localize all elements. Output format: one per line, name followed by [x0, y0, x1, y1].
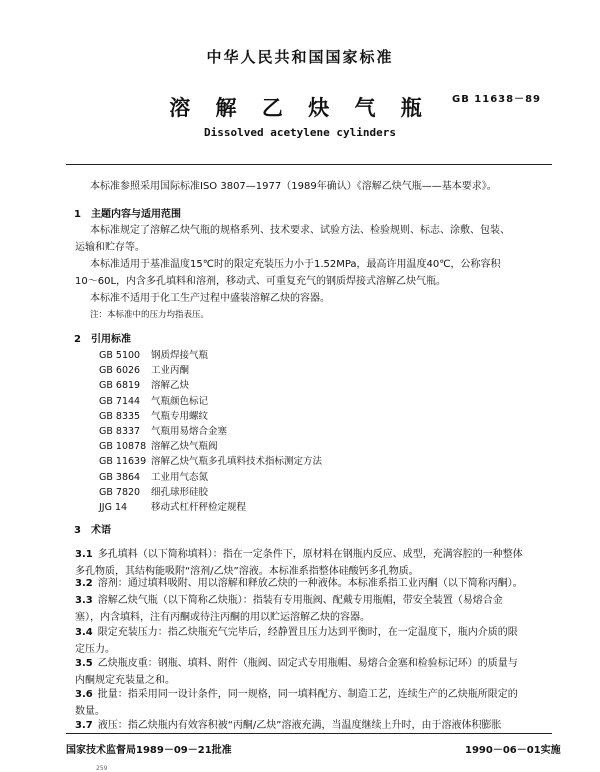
reference-title: 工业用气态氮 — [151, 471, 209, 483]
term-number: 3.4 — [75, 627, 93, 638]
term-line-1 — [75, 575, 553, 592]
term-line-2: 塞），内含填料，注有丙酮或待注丙酮的用以贮运溶解乙炔的容器。 — [75, 612, 370, 623]
footer-divider — [66, 733, 552, 734]
reference-code: GB 11639 — [99, 456, 147, 468]
section-1-para-1-line-2: 运输和贮存等。 — [75, 242, 145, 253]
header-divider — [66, 164, 552, 165]
implementation-date: 1990－06－01实施 — [465, 745, 561, 756]
reference-title: 溶解乙炔气瓶阀 — [151, 441, 218, 453]
term-number: 3.7 — [75, 720, 93, 731]
reference-row — [99, 423, 227, 437]
term-number: 3.5 — [75, 658, 93, 669]
standard-org-heading: 中华人民共和国国家标准 — [206, 48, 394, 66]
reference-row — [99, 377, 189, 391]
section-1-para-1-line-1: 本标准规定了溶解乙炔气瓶的规格系列、技术要求、试验方法、检验规则、标志、涂敷、包装、 — [90, 225, 510, 236]
reference-row — [99, 453, 322, 467]
term-line-2: 多孔物质，其结构能吸附“溶剂/乙炔”溶液。本标准系指整体硅酸钙多孔物质。 — [75, 566, 419, 577]
intro-paragraph: 本标准参照采用国际标准ISO 3807—1977（1989年确认）《溶解乙炔气瓶——基本要求》。 — [90, 181, 497, 192]
term-text: 溶解乙炔气瓶（以下简称乙炔瓶）：指装有专用瓶阀、配戴专用瓶帽，带安全装置（易熔合金 — [97, 595, 503, 606]
reference-row — [99, 347, 208, 361]
approval-text: 国家技术监督局1989－09－21批准 — [66, 745, 232, 756]
english-title: Dissolved acetylene cylinders — [203, 126, 397, 139]
reference-title: 工业丙酮 — [151, 365, 190, 377]
page-number: 259 — [96, 765, 108, 772]
document-title: 溶 解 乙 炔 气 瓶 — [169, 96, 431, 120]
term-text: 液压：指乙炔瓶内有效容积被“丙酮/乙炔”溶液充满，当温度继续上升时，由于溶液体积膨胀 — [97, 720, 502, 731]
section-1-note: 注：本标准中的压力均指表压。 — [90, 310, 210, 320]
term-item — [75, 624, 553, 658]
term-item — [75, 592, 553, 626]
reference-code: JJG 14 — [99, 502, 128, 513]
term-line-2: 数量。 — [75, 706, 105, 717]
reference-row — [99, 362, 189, 376]
reference-row — [99, 408, 208, 422]
term-text: 批量：指采用同一设计条件，同一规格，同一填料配方、制造工艺，连续生产的乙炔瓶所限定的 — [97, 689, 518, 700]
reference-row — [99, 393, 208, 407]
reference-row — [99, 438, 218, 452]
term-line-2: 定压力。 — [75, 644, 115, 655]
section-1-para-2-line-1: 本标准适用于基准温度15℃时的限定充装压力小于1.52MPa，最高许用温度40℃，公称容积 — [90, 259, 501, 270]
term-number: 3.3 — [75, 595, 93, 606]
term-line-1 — [75, 592, 553, 609]
section-3-heading: 3 术语 — [74, 525, 111, 536]
term-line-2: 内酮规定充装量之和。 — [75, 675, 175, 686]
term-text: 乙炔瓶皮重：钢瓶、填料、附件（瓶阀、固定式专用瓶帽、易熔合金塞和检验标记环）的质量与 — [97, 658, 518, 669]
reference-title: 气瓶用易熔合金塞 — [151, 426, 228, 437]
term-text: 溶剂：通过填料吸附、用以溶解和释放乙炔的一种液体。本标准系指工业丙酮（以下简称丙酮）。 — [97, 578, 523, 589]
reference-title: 钢质焊接气瓶 — [151, 350, 209, 361]
term-number: 3.6 — [75, 689, 93, 700]
reference-code: GB 3864 — [99, 471, 141, 483]
term-number: 3.2 — [75, 578, 93, 589]
term-item — [75, 686, 553, 720]
reference-code: GB 5100 — [99, 350, 141, 361]
section-1-para-2-line-2: 10～60L，内含多孔填料和溶剂，移动式、可重复充气的钢质焊接式溶解乙炔气瓶。 — [75, 276, 447, 287]
reference-row — [99, 484, 208, 498]
section-2-heading: 2 引用标准 — [74, 334, 131, 345]
term-item — [75, 717, 553, 734]
term-item — [75, 575, 553, 592]
section-1-para-3: 本标准不适用于化工生产过程中盛装溶解乙炔的容器。 — [90, 293, 330, 304]
term-line-1 — [75, 624, 553, 641]
term-line-1 — [75, 717, 553, 734]
reference-row — [99, 499, 246, 513]
reference-row — [99, 469, 208, 483]
reference-code: GB 10878 — [99, 441, 147, 453]
term-line-1 — [75, 546, 553, 563]
reference-code: GB 6026 — [99, 365, 141, 377]
reference-title: 溶解乙炔 — [151, 380, 190, 392]
term-line-1 — [75, 655, 553, 672]
term-item — [75, 655, 553, 689]
reference-title: 气瓶专用螺纹 — [151, 410, 209, 422]
reference-code: GB 8335 — [99, 410, 141, 422]
reference-code: GB 7144 — [99, 395, 141, 407]
term-line-1 — [75, 686, 553, 703]
reference-title: 移动式杠杆秤检定规程 — [151, 502, 247, 513]
reference-title: 气瓶颜色标记 — [151, 395, 209, 407]
reference-code: GB 7820 — [99, 486, 141, 498]
section-1-heading: 1 主题内容与适用范围 — [74, 209, 181, 220]
term-text: 限定充装压力：指乙炔瓶充气完毕后，经静置且压力达到平衡时，在一定温度下，瓶内介质的限 — [97, 627, 518, 638]
term-text: 多孔填料（以下简称填料）：指在一定条件下，原材料在钢瓶内反应、成型，充满容腔的一种整体 — [97, 549, 523, 560]
term-number: 3.1 — [75, 549, 93, 560]
standard-number: GB 11638－89 — [452, 94, 542, 105]
reference-title: 细孔球形硅胶 — [151, 486, 209, 498]
reference-code: GB 6819 — [99, 380, 141, 392]
reference-title: 溶解乙炔气瓶多孔填料技术指标测定方法 — [151, 456, 323, 468]
reference-code: GB 8337 — [99, 426, 141, 437]
